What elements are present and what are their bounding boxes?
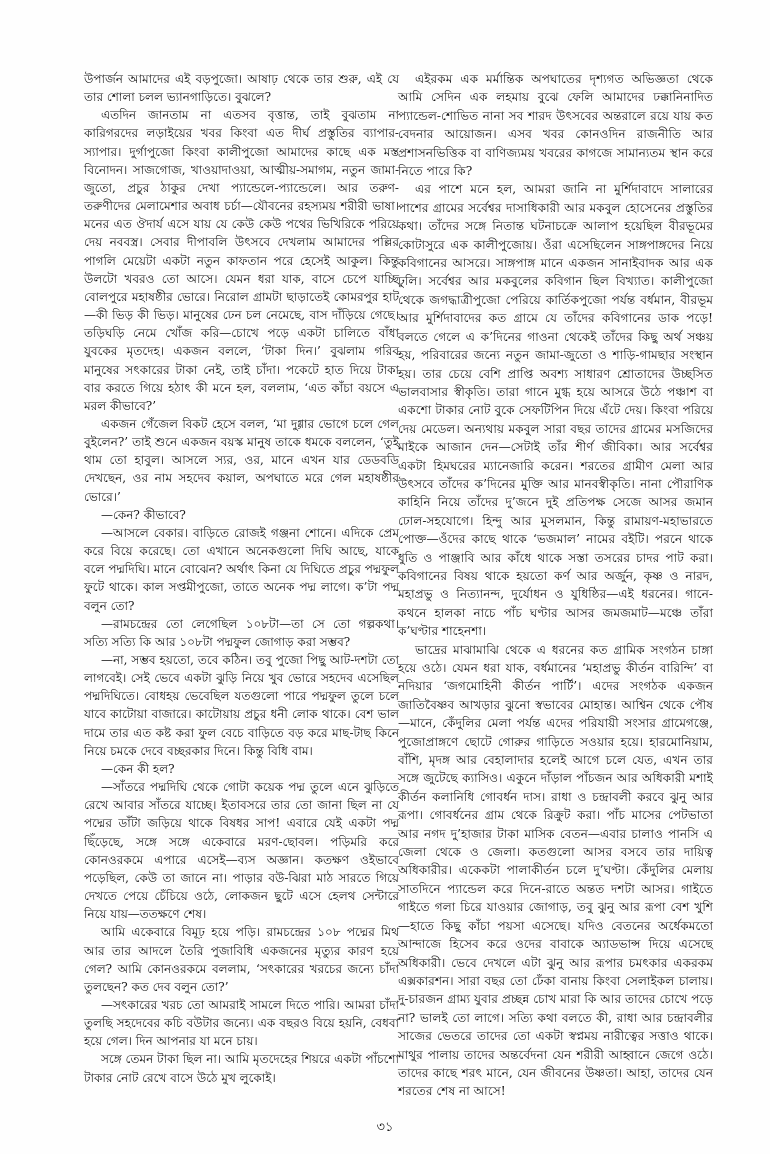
left-column	[84, 70, 399, 1087]
paragraph: —না, সম্ভব হয়তো, তবে কঠিন। তবু পুজো পিছু আট-দশটা তো লাগবেই। সেই ভেবে একটা ঝুড়ি নিয়ে খুব ভোরে সহদেব এসেছিল পদ্মদিঘিতে। বোধহয় ভেবেছিল যতগুলো পারে পদ্মফুল তুলে চলে যাবে কাটোয়া বাজারে। কাটোয়ায় প্রচুর ধনী লোক থাকে। বেশ ভাল দামে তার এত কষ্ট করা ফুল বেচে বাড়িতে বড় করে মাছ-টাছ কিনে নিয়ে চমকে দেবে বচ্ছরকার দিনে। কিন্তু বিধি বাম।	[84, 653, 399, 758]
paragraph: —কেন কী হল?	[101, 761, 175, 776]
paragraph: আমি একেবারে বিমূঢ় হয়ে পড়ি। রামচন্দ্রের ১০৮ পদ্মের মিথ আর তার আদলে তৈরি পুজাবিধি একজনের মৃত্যুর কারণ হয়ে গেল? আমি কোনওরকমে বললাম, ‘সৎকারের খরচের জন্যে চাঁদা তুলছেন? কত দেব বলুন তো?’	[84, 925, 399, 994]
paragraph: —সৎকারের খরচ তো আমরাই সামলে দিতে পারি। আমরা চাঁদা তুলছি সহদেবের কচি বউটার জন্যে। এক বছরও বিয়ে হয়নি, বেধবা হয়ে গেল। দিন আপনার যা মনে চায়।	[84, 997, 399, 1049]
paragraph: উপার্জন আমাদের এই বড়পুজো। আষাঢ় থেকে তার শুরু, এই যে তার শোলা চলল ভ্যানগাড়িতে। বুঝলে?	[84, 72, 399, 105]
page-number: ৩১	[376, 1120, 394, 1135]
paragraph: —রামচন্দ্রের তো লেগেছিল ১০৮টা—তা সে তো গল্পকথা। সত্যি সত্যি কি আর ১০৮টা পদ্মফুল জোগাড় করা সম্ভব?	[84, 616, 399, 649]
paragraph: —কেন? কীভাবে?	[101, 507, 186, 522]
paragraph: —আসলে বেকার। বাড়িতে রোজই গঞ্জনা শোনে। এদিকে প্রেম করে বিয়ে করেছে। তো এখানে অনেকগুলো দিঘি আছে, যাকে বলে পদ্মদিঘি। মানে বোঝেন? অর্থাৎ কিনা যে দিঘিতে প্রচুর পদ্মফুল ফুটে থাকে। কাল সপ্তমীপুজো, তাতে অনেক পদ্ম লাগে। ক’টা পদ্ম বলুন তো?	[84, 525, 399, 613]
paragraph: —সাঁতরে পদ্মদিঘি থেকে গোটা কয়েক পদ্ম তুলে এনে ঝুড়িতে রেখে আবার সাঁতরে যাচ্ছে। ইতাবসরে তার তো জানা ছিল না যে পদ্মের ডাঁটা জড়িয়ে থাকে বিষধর সাপ! এবারে যেই একটা পদ্ম ছিঁড়েছে, সঙ্গে সঙ্গে একেবারে মরণ-ছোবল। পড়িমরি করে কোনওরকমে এপারে এসেই—ব্যস অজ্ঞান। কতক্ষণ ওইভাবে পড়েছিল, কেউ তা জানে না। পাড়ার বউ-ঝিরা মাঠ সারতে গিয়ে দেখতে পেয়ে চেঁচিয়ে ওঠে, লোকজন ছুটে এসে হেলথ সেন্টারে নিয়ে যায়—ততক্ষণে শেষ।	[84, 780, 399, 922]
paragraph: এর পাশে মনে হল, আমরা জানি না মুর্শিদাবাদে সালারের পাশের গ্রামের সর্বেশ্বর দাসাধিকারী আর মকবুল হোসেনের প্রস্তুতির কথা। তাঁদের সঙ্গে নিতান্ত ঘটনাচক্রে আলাপ হয়েছিল বীরভূমের কোটাসুরে এক কালীপুজোয়। ওঁরা এসেছিলেন সাঙ্গপাঙ্গদের নিয়ে কবিগানের আসরে। সাঙ্গপাঙ্গ মানে একজন সানাইবাদক আর এক ঢুলি। সর্বেশ্বর আর মকবুলের কবিগান ছিল বিখ্যাত। কালীপুজো থেকে জগদ্ধাত্রীপুজো পেরিয়ে কার্তিকপুজো পর্যন্ত বর্ধমান, বীরভূম আর মুর্শিদাবাদের কত গ্রামে যে তাঁদের কবিগানের ডাক পড়ে! বলতে গেলে এ ক’দিনের গাওনা থেকেই তাঁদের কিছু অর্থ সঞ্চয় হয়, পরিবারের জন্যে নতুন জামা-জুতো ও শাড়ি-গামছার সংস্থান হয়। তার চেয়ে বেশি প্রাপ্তি অবশ্য সাধারণ শ্রোতাদের উচ্ছসিত ভালবাসার স্বীকৃতি। তারা গানে মুগ্ধ হয়ে আসরে উঠে পঞ্চাশ বা একশো টাকার নোট বুকে সেফটিপিন দিয়ে এঁটে দেয়। কিংবা পরিয়ে দেয় মেডেল। অন্যথায় মকবুল সারা বছর তাদের গ্রামের মসজিদের মাইকে আজান দেন—সেটাই তাঁর শীর্ণ জীবিকা। আর সর্বেশ্বর একটা হিমঘরের ম্যানেজারি করেন। শরতের গ্রামীণ মেলা আর উৎসবে তাঁদের ক’দিনের মুক্তি আর মানবস্বীকৃতি। নানা পৌরাণিক কাহিনি নিয়ে তাঁদের দু’জনে দুই প্রতিপক্ষ সেজে আসর জমান ঢোল-সহযোগে। হিন্দু আর মুসলমান, কিন্তু রামায়ণ-মহাভারতে পোক্ত—ওঁদের কাছে থাকে ‘ভজমাল’ নামের বইটি। পরনে থাকে ধুতি ও পাঞ্জাবি আর কাঁধে থাকে সস্তা তসরের চাদর পাট করা। কবিগানের বিষয় থাকে হয়তো কর্ণ আর অর্জুন, কৃষ্ণ ও নারদ, মহাপ্রভু ও নিত্যানন্দ, দুর্যোধন ও যুধিষ্ঠির—এই ধরনের। গানে-কথনে হালকা নাচে পাঁচ ঘণ্টার আসর জমজমাট—মঞ্চে তাঁরা ক’ঘণ্টার শাহেনশা।	[398, 182, 713, 639]
paragraph: এতদিন জানতাম না এতসব বৃত্তান্ত, তাই বুঝতাম না কারিগরদের লড়াইয়ের খবর কিংবা এত দীর্ঘ প্রস্তুতির ব্যাপার-স্যাপার। দুর্গাপুজো কিংবা কালীপুজো আমাদের কাছে এক মস্ত বিনোদন। সাজগোজ, খাওয়াদাওয়া, আত্মীয়-সমাগম, নতুন জামা-জুতো, প্রচুর ঠাকুর দেখা প্যান্ডেলে-প্যান্ডেলে। আর তরুণ-তরুণীদের মেলামেশার অবাধ চর্চা—যৌবনের রহস্যময় শরীরী ভাষা। মনের এত ঔদার্য এসে যায় যে কেউ কেউ পথের ভিখিরিকে পরিয়ে দেয় নববস্ত্র। সেবার দীপাবলি উৎসবে দেখলাম আমাদের পল্লির পাগলি মেয়েটা একটা নতুন কাফতান পরে হেসেই আকুল। কিন্তু উলটো খবরও তো আসে। যেমন ধরা যাক, বাসে চেপে যাচ্ছি বোলপুরে মহাষষ্ঠীর ভোরে। নিরোল গ্রামটা ছাড়াতেই কোমরপুর হাট—কী ভিড় কী ভিড়। মানুষের ঢেন চল নেমেছে, বাস দাঁড়িয়ে গেছে। তড়িঘড়ি নেমে খোঁজ করি—চোখে পড়ে একটা চালিতে বাঁধা যুবকের মৃতদেহ। একজন বললে, ‘টাকা দিন।’ বুঝলাম গরিব মানুষের সৎকারের টাকা নেই, তাই চাঁদা। পকেটে হাত দিয়ে টাকা বার করতে গিয়ে হঠাৎ কী মনে হল, বললাম, ‘এত কাঁচা বয়সে এ মরল কীভাবে?’	[84, 108, 399, 413]
paragraph: একজন গেঁজেল বিকট হেসে বলল, ‘মা দুগ্গার ভোগে চলে গেল বুইলেন?’ তাই শুনে একজন বয়স্ক মানুষ তাকে ধমকে বললেন, ‘তুই থাম তো হাবুল। আসলে স্যর, ওর, মানে এখন যার ডেডবডি দেখছেন, ওর নাম সহদেব কয়াল, অপঘাতে মরে গেল মহাষষ্ঠীর ভোরে।’	[84, 416, 399, 504]
paragraph: ভাদ্রের মাঝামাঝি থেকে এ ধরনের কত গ্রামিক সংগঠন চাঙ্গা হয়ে ওঠে। যেমন ধরা যাক, বর্ধমানের ‘মহাপ্রভু কীর্তন বারিন্দি’ বা নদিয়ার ‘জগমোহিনী কীর্তন পার্টি’। এদের সংগঠক একজন জাতিবৈষ্ণব আখড়ার ঝুনো স্বভাবের মোহান্ত। আশ্বিন থেকে পৌষ—মানে, কেঁদুলির মেলা পর্যন্ত এদের পরিযায়ী সংসার গ্রামেগঞ্জে, পুজোপ্রাঙ্গণে ছোটে গোরুর গাড়িতে সওয়ার হয়ে। হারমোনিয়াম, বাঁশি, মৃদঙ্গ আর বেহালাদার হলেই আগে চলে যেত, এখন তার সঙ্গে জুটেছে ক্যাসিও। একুনে দাঁড়াল পাঁচজন আর অধিকারী মশাই কীর্তন কলানিধি গোবর্ধন দাস। রাধা ও চন্দ্রাবলী করবে ঝুনু আর রূপা। গোবর্ধনের গ্রাম থেকে রিক্রুট করা। পাঁচ মাসের পেটভাতা আর নগদ দু’হাজার টাকা মাসিক বেতন—এবার চালাও পানসি এ জেলা থেকে ও জেলা। কতগুলো আসর বসবে তার দায়িত্ব অধিকারীর। একেকটা পালাকীর্তন চলে দু’ঘণ্টা। কেঁদুলির মেলায় সাতদিনে প্যান্ডেল করে দিনে-রাতে অন্তত দশটা আসর। গাইতে গাইতে গলা চিরে যাওয়ার জোগাড়, তবু ঝুনু আর রূপা বেশ খুশি—হাতে কিছু কাঁচা পয়সা এসেছে। যদিও বেতনের অর্ধেকমতো আন্দাজে হিসেব করে ওদের বাবাকে অ্যাডভান্স দিয়ে এসেছে অধিকারী। ভেবে দেখলে এটা ঝুনু আর রূপার চমৎকার একরকম এক্সকারশন। সারা বছর তো ঢেঁকা বানায় কিংবা সেলাইকল চালায়। দু-চারজন গ্রাম্য যুবার প্রচ্ছন্ন চোখ মারা কি আর তাদের চোখে পড়ে না? ভালই তো লাগে। সত্যি কথা বলতে কী, রাধা আর চন্দ্রাবলীর সাজের ভেতরে তাদের তো একটা স্বপ্নময় নারীত্বের সত্তাও থাকে। মাথুর পালায় তাদের অন্তর্বেদনা যেন শরীরী আহ্বানে জেগে ওঠে। তাদের কাছে শরৎ মানে, যেন জীবনের উষ্ণতা। আহা, তাদের যেন শরতের শেষ না আসে!	[398, 642, 713, 1099]
paragraph: এইরকম এক মর্মান্তিক অপঘাতের দৃশ্যগত অভিজ্ঞতা থেকে আমি সেদিন এক লহমায় বুঝে ফেলি আমাদের ঢক্কানিনাদিত প্যান্ডেল-শোভিত নানা সব শারদ উৎসবের অন্তরালে রয়ে যায় কত বেদনার আয়োজন। এসব খবর কোনওদিন রাজনীতি আর প্রশাসনভিত্তিক বা বাণিজ্যময় খবরের কাগজে সামান্যতম স্থান করে নিতে পারে কি?	[398, 72, 713, 179]
paragraph: সঙ্গে তেমন টাকা ছিল না। আমি মৃতদেহের শিয়রে একটা পাঁচশো টাকার নোট রেখে বাসে উঠে মুখ লুকোই।	[84, 1052, 399, 1085]
right-column	[398, 70, 713, 1101]
